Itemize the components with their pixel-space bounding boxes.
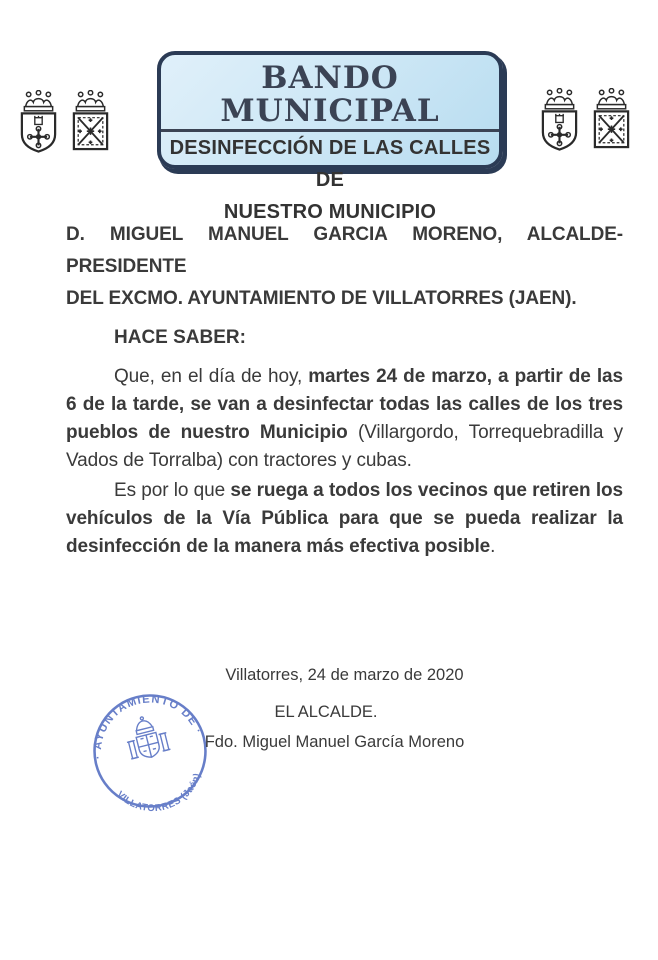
banner-title: BANDO MUNICIPAL [161, 62, 499, 132]
signature-title: EL ALCALDE. [274, 703, 378, 721]
banner-subtitle-line1: DESINFECCIÓN DE LAS CALLES DE [169, 136, 491, 191]
coat-of-arms-pair-right [536, 88, 635, 152]
stamp-arc-top-text: · AYUNTAMIENTO DE · [92, 693, 205, 760]
salutation [66, 219, 623, 315]
coat-of-arms-saltire-icon [67, 90, 114, 154]
paragraph1-bold: martes 24 de marzo, a partir de las 6 de la tarde, se van a desinfectar todas las calles de los tres pueblos de nuestro Municipio [66, 366, 623, 443]
coat-of-arms-pair-left [15, 90, 114, 154]
svg-text:VILLATORRES (Jaén) [113, 769, 210, 815]
paragraph2-normal-start: Es por lo que [114, 480, 231, 501]
paragraph1-normal-end: (Villargordo, Torrequebradilla y Vados de Torralba) con tractores y cubas. [66, 422, 623, 471]
banner-subtitle-line2: NUESTRO MUNICIPIO [223, 200, 437, 223]
paragraph1-normal-start: Que, en el día de hoy, [114, 366, 309, 387]
proclamation-heading: HACE SABER: [114, 327, 246, 348]
coat-of-arms-cross-icon [536, 88, 583, 152]
salutation-line1: D. MIGUEL MANUEL GARCIA MORENO, ALCALDE-PRESIDENTE [66, 224, 623, 277]
paragraph-disinfection [66, 363, 623, 475]
paragraph-request [66, 477, 623, 561]
coat-of-arms-cross-icon [15, 90, 62, 154]
date-line: Villatorres, 24 de marzo de 2020 [225, 666, 464, 684]
banner [157, 51, 503, 223]
paragraph2-normal-end: . [490, 536, 496, 557]
salutation-line2: DEL EXCMO. AYUNTAMIENTO DE VILLATORRES (JAEN). [66, 288, 577, 309]
signer-name: Fdo. Miguel Manuel García Moreno [204, 733, 465, 751]
paragraph2-bold: se ruega a todos los vecinos que retiren los vehículos de la Vía Pública para que se pueda realizar la desinfección de la manera más efectiva posible [66, 480, 623, 557]
coat-of-arms-saltire-icon [588, 88, 635, 152]
stamp-arc-bottom-text: VILLATORRES (Jaén) [114, 771, 204, 815]
